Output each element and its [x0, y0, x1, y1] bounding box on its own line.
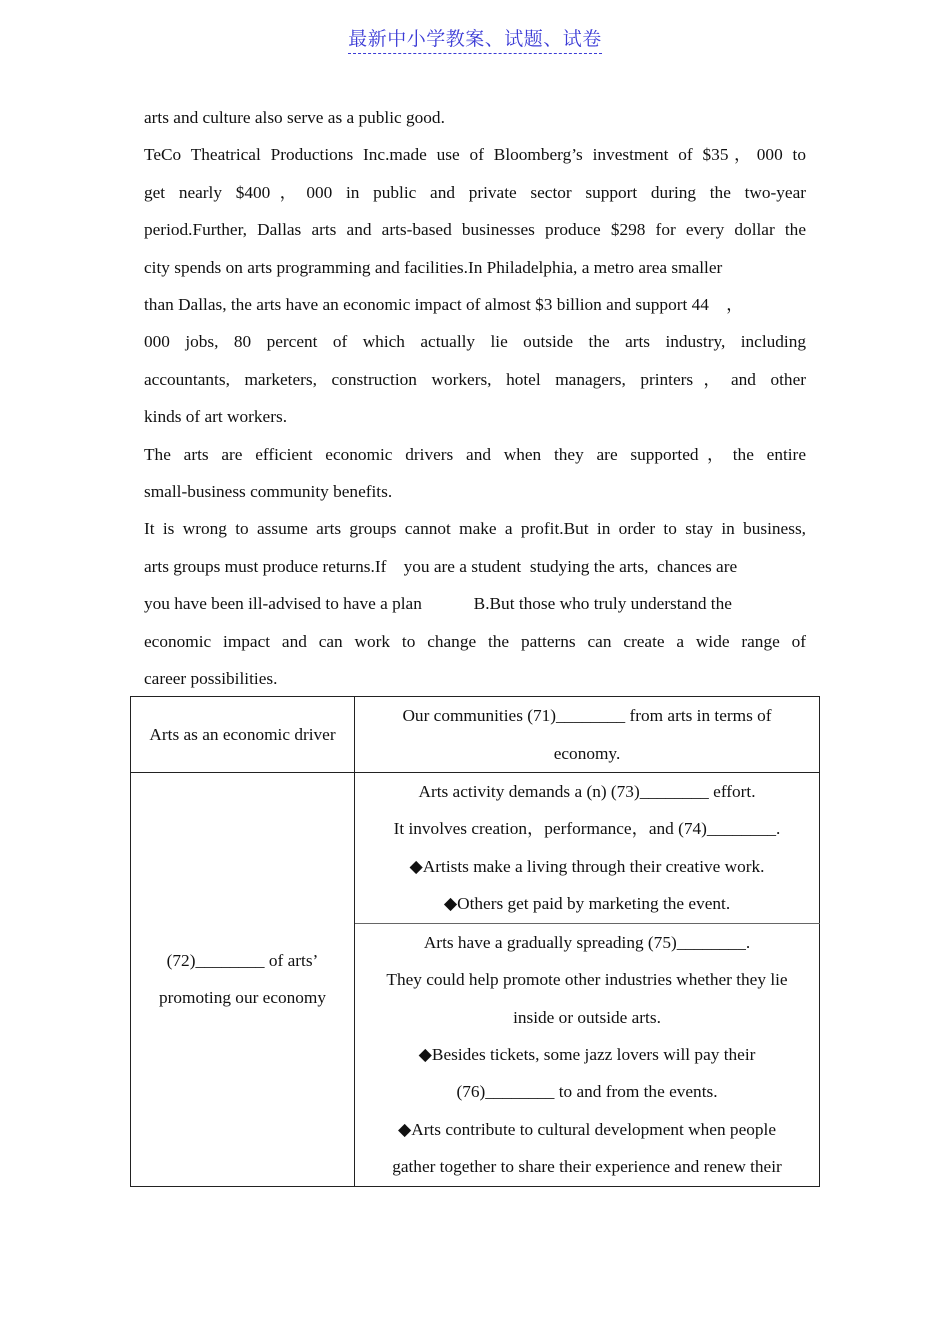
paragraph-2 — [144, 136, 806, 435]
cell-line: economy. — [553, 743, 621, 763]
paragraph-3 — [144, 436, 806, 511]
row-label: Arts as an economic driver — [131, 697, 355, 773]
cell-line: Arts activity demands a (n) (73)________ effort. — [418, 782, 756, 801]
cell-line: promoting our economy — [158, 988, 327, 1008]
cell-line: inside or outside arts. — [513, 1007, 661, 1027]
row-content — [355, 697, 820, 773]
text-line: city spends on arts programming and facilities.In Philadelphia, a metro area smaller — [144, 257, 723, 277]
summary-table — [130, 696, 820, 1187]
text-line: career possibilities. — [144, 669, 278, 689]
header-link-text[interactable]: 最新中小学教案、试题、试卷 — [348, 28, 602, 54]
table-row — [131, 697, 820, 773]
text-line: accountants, marketers, construction workers, hotel managers, printers，and other — [144, 369, 806, 389]
text-line: The arts are efficient economic drivers and when they are supported，the entire — [144, 444, 806, 464]
text-line: period.Further, Dallas arts and arts-based businesses produce $298 for every dollar the — [144, 220, 806, 240]
cell-line: (72)________ of arts’ — [166, 950, 319, 970]
bullet-line: ◆Artists make a living through their creative work. — [409, 856, 765, 876]
text-line: TeCo Theatrical Productions Inc.made use of Bloomberg’s investment of $35，000 to — [144, 145, 806, 165]
cell-line: (76)________ to and from the events. — [456, 1082, 718, 1102]
bullet-line: ◆Others get paid by marketing the event. — [443, 894, 731, 914]
text-line: arts groups must produce returns.If you are a student studying the arts, chances are — [144, 556, 738, 576]
row-content-block-2 — [355, 923, 820, 1186]
row-content-block-1 — [355, 773, 820, 924]
header-link[interactable] — [0, 24, 950, 51]
cell-line: gather together to share their experience and renew their — [392, 1157, 782, 1177]
paragraph-1 — [144, 99, 806, 136]
text-line: arts and culture also serve as a public good. — [144, 108, 445, 127]
table-row — [131, 773, 820, 924]
cell-line: They could help promote other industries whether they lie — [386, 970, 788, 990]
bullet-line: ◆Arts contribute to cultural development when people — [397, 1119, 776, 1139]
cell-line: Our communities (71)________ from arts in terms of — [402, 706, 772, 726]
paragraph-4 — [144, 510, 806, 697]
text-line: get nearly $400，000 in public and private sector support during the two-year — [144, 182, 806, 202]
text-line: economic impact and can work to change the patterns can create a wide range of — [144, 631, 806, 651]
cell-line: It involves creation，performance，and (74)________. — [393, 819, 781, 839]
text-line: than Dallas, the arts have an economic impact of almost $3 billion and support 44 ， — [144, 295, 744, 315]
bullet-line: ◆Besides tickets, some jazz lovers will pay their — [418, 1044, 756, 1064]
row-label — [131, 773, 355, 1187]
text-line: kinds of art workers. — [144, 407, 288, 427]
cell-line: Arts have a gradually spreading (75)________. — [423, 932, 751, 952]
text-line: you have been ill-advised to have a plan B.But those who truly understand the — [144, 594, 732, 614]
article-body — [144, 99, 806, 698]
text-line: It is wrong to assume arts groups cannot make a profit.But in order to stay in business, — [144, 519, 806, 539]
text-line: small-business community benefits. — [144, 482, 393, 502]
text-line: 000 jobs, 80 percent of which actually lie outside the arts industry, including — [144, 332, 806, 352]
